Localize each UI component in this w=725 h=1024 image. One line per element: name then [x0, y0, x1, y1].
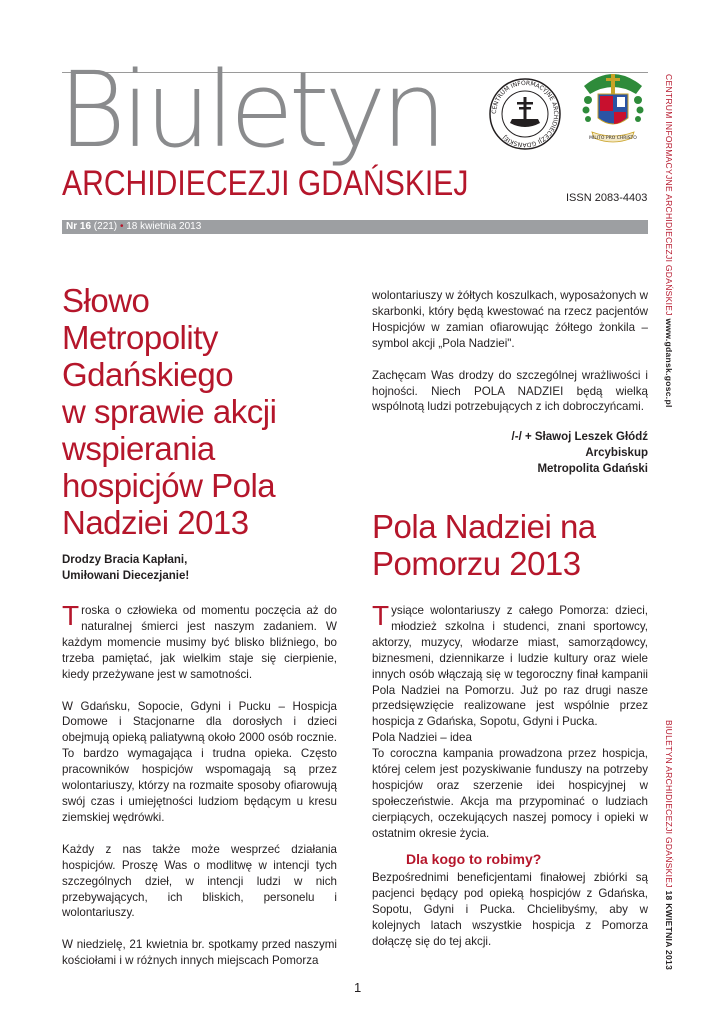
paragraph: W niedzielę, 21 kwietnia br. spotkamy przed naszymi kościołami i w różnych innych miejscach Pomorza [62, 938, 337, 968]
sidebar-date: 18 KWIETNIA 2013 [664, 890, 674, 971]
article1-body-left [62, 600, 337, 969]
title-line: hospicjów Pola [62, 467, 276, 504]
title-line: w sprawie akcji [62, 393, 277, 430]
title-line: Metropolity [62, 319, 218, 356]
issue-info [66, 220, 201, 234]
bullet-icon: • [119, 221, 124, 232]
paragraph: Bezpośrednimi beneficjentami finałowej zbiórki są pacjenci będący pod opieką hospicjów z Gdańska, Sopotu, Gdyni i Pucka. Chcielibyśmy, aby w kolejnych latach wszystkie hospicja z Pomorza dołączę się do tej akcji. [372, 871, 648, 948]
article1-body-right [372, 288, 648, 477]
sidebar-top [662, 74, 676, 408]
masthead-subtitle: ARCHIDIECEZJI GDAŃSKIEJ [62, 164, 469, 203]
title-line: Gdańskiego [62, 356, 234, 393]
paragraph: To coroczna kampania prowadzona przez hospicja, której celem jest pozyskiwanie funduszy na potrzeby hospicjów oraz szerzenie idei hospicyjnej w społeczeństwie. Akcja ma przypominać o ludziach cierpiących, oczekujących naszej pomocy i opieki w ostatnim okresie życia. [372, 747, 648, 840]
title-line: Słowo [62, 282, 150, 319]
article2-title [372, 508, 648, 582]
archbishop-coat-of-arms [580, 66, 646, 156]
issn: ISSN 2083-4403 [566, 192, 648, 204]
paragraph [372, 600, 648, 730]
article2-subheading: Dla kogo to robimy? [406, 851, 542, 867]
greeting-line: Umiłowani Diecezjanie! [62, 570, 190, 582]
article2-body [372, 600, 648, 842]
sidebar-org: CENTRUM INFORMACYJNE ARCHIDIECEZJI GDAŃSKIEJ [664, 74, 674, 316]
paragraph-text: ysiące wolontariuszy z całego Pomorza: dzieci, młodzież szkolna i studenci, znani sportowcy, aktorzy, muzycy, włodarze miast, samorządowcy, biznesmeni, dziennikarze i ludzie kultury oraz wiele innych osób włączają się w tegoroczny finał kampanii Pola Nadziei na Pomorzu. Już po raz drugi nasze przedsięwzięcie realizowane jest wspólnie przez hospicja z Gdańska, Sopotu, Gdyni i Pucka. [372, 604, 648, 729]
drop-cap: T [372, 600, 390, 631]
paragraph: W Gdańsku, Sopocie, Gdyni i Pucku – Hospicja Domowe i Stacjonarne dla dorosłych i dzieci obejmują opieką paliatywną około 2000 osób rocznie. To bardzo wymagająca i trudna opieka. Często pracowników hospicjów wspomagają są przez wolontariuszy, którzy na rozmaite sposoby ofiarowują swój czas i umiejętności ludziom będącym u kresu ziemskiej wędrówki. [62, 699, 337, 824]
issue-total: (221) [93, 221, 118, 232]
signature-line: Arcybiskup [585, 447, 648, 460]
paragraph: Pola Nadziei – idea [372, 731, 472, 745]
sidebar-bottom [662, 720, 676, 971]
page-number: 1 [354, 980, 362, 995]
signature-line: Metropolita Gdański [537, 463, 648, 476]
signature [372, 429, 648, 477]
svg-text:CENTRUM INFORMACYJNE ARCHIDIEC: CENTRUM INFORMACYJNE ARCHIDIECEZJI GDAŃSKIEJ [490, 79, 560, 149]
article1-title [62, 282, 337, 541]
title-line: Pomorzu 2013 [372, 545, 581, 582]
title-line: Nadziei 2013 [62, 504, 249, 541]
masthead-title: Biuletyn [58, 49, 443, 171]
info-center-emblem [488, 77, 562, 151]
signature-line: /-/ + Sławoj Leszek Głódź [511, 431, 648, 444]
article1-greeting [62, 552, 337, 584]
issue-date: 18 kwietnia 2013 [126, 221, 202, 232]
svg-text:MILITO PRO CHRISTO: MILITO PRO CHRISTO [589, 136, 637, 141]
sidebar-bulletin: BIULETYN ARCHIDIECEZJI GDAŃSKIEJ [664, 720, 674, 888]
drop-cap: T [62, 600, 80, 631]
issue-number: Nr 16 [66, 221, 92, 232]
article2-body-end [372, 870, 648, 950]
paragraph: Zachęcam Was drodzy do szczególnej wrażliwości i hojności. Niech POLA NADZIEI będą wielką wspólnotą ludzi potrzebujących z ich dobroczyńcami. [372, 368, 648, 414]
paragraph [62, 600, 337, 683]
paragraph: Każdy z nas także może wesprzeć działania hospicjów. Proszę Was o modlitwę w intencji tych szczególnych dzieł, w intencji ludzi w nich przebywających, ich bliskich, personelu i wolontariuszy. [62, 842, 337, 920]
title-line: wspierania [62, 430, 215, 467]
paragraph: wolontariuszy w żółtych koszulkach, wyposażonych w skarbonki, który będą kwestować na rzecz pacjentów Hospicjów w zamian ofiarowując żółtego żonkila – symbol akcji „Pola Nadziei". [372, 289, 648, 350]
greeting-line: Drodzy Bracia Kapłani, [62, 554, 188, 566]
sidebar-url[interactable]: www.gdansk.gosc.pl [664, 318, 674, 408]
paragraph-text: roska o człowieka od momentu poczęcia aż do naturalnej śmierci jest naszym zadaniem. W każdym momencie musimy być blisko bliźniego, bo trzeba pamiętać, jak wielkim staje się cierpienie, kiedy przeżywane jest w samotności. [62, 604, 337, 681]
title-line: Pola Nadziei na [372, 508, 596, 545]
